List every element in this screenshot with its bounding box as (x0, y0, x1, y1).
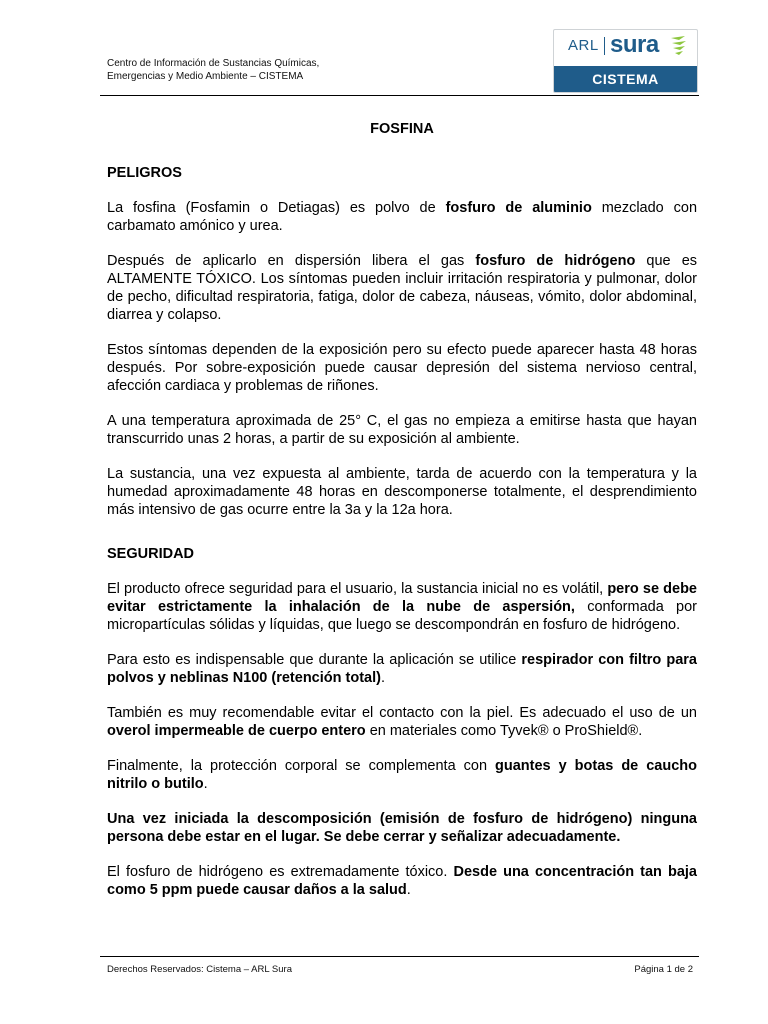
logo-sura-text: sura (610, 31, 659, 58)
bold-text-run: guantes y botas de caucho nitrilo o butilo (107, 758, 697, 792)
text-run: Después de aplicarlo en dispersión libera el gas (107, 253, 476, 269)
bold-text-run: Una vez iniciada la descomposición (emisión de fosfuro de hidrógeno) ninguna persona debe estar en el lugar. Se debe cerrar y señalizar adecuadamente. (107, 811, 697, 845)
text-run: Finalmente, la protección corporal se complementa con (107, 758, 496, 774)
bold-text-run: pero se debe evitar estrictamente la inhalación de la nube de aspersión, (107, 581, 697, 615)
document-header (107, 57, 319, 83)
document-title: FOSFINA (370, 121, 434, 137)
header-line-2: Emergencias y Medio Ambiente – CISTEMA (107, 71, 304, 82)
logo-cistema-band: CISTEMA (554, 66, 697, 92)
paragraph (107, 580, 697, 634)
section-heading-seguridad: SEGURIDAD (107, 546, 195, 562)
bold-text-run: fosfuro de aluminio (445, 200, 592, 216)
text-run: Para esto es indispensable que durante la aplicación se utilice (107, 652, 522, 668)
paragraph (107, 465, 697, 519)
text-run: También es muy recomendable evitar el contacto con la piel. Es adecuado el uso de un (107, 705, 697, 721)
text-run: que es ALTAMENTE TÓXICO. Los síntomas pueden incluir irritación respiratoria y pulmonar, dolor de pecho, dificultad respiratoria, fatiga, dolor de cabeza, náuseas, vómito, dolor abdominal, diarrea y colapso. (107, 253, 698, 323)
paragraph (107, 810, 697, 846)
paragraph (107, 252, 697, 324)
header-line-1: Centro de Información de Sustancias Químicas, (107, 58, 320, 69)
paragraph (107, 704, 697, 740)
arl-sura-cistema-logo (553, 29, 698, 93)
text-run: El producto ofrece seguridad para el usuario, la sustancia inicial no es volátil, (107, 581, 608, 597)
text-run: A una temperatura aproximada de 25° C, el gas no empieza a emitirse hasta que hayan transcurrido unas 2 horas, a partir de su exposición al ambiente. (107, 413, 697, 447)
paragraph (107, 757, 697, 793)
logo-arl-text: ARL (568, 37, 599, 54)
header-rule (100, 95, 699, 96)
document-body (107, 116, 697, 899)
footer-rule (100, 956, 699, 957)
paragraph (107, 863, 697, 899)
footer-copyright: Derechos Reservados: Cistema – ARL Sura (107, 964, 292, 975)
text-run: mezclado con carbamato amónico y urea. (107, 200, 698, 234)
section-heading-peligros: PELIGROS (107, 165, 182, 181)
bold-text-run: respirador con filtro para polvos y neblinas N100 (retención total) (107, 652, 698, 686)
text-run: La fosfina (Fosfamin o Detiagas) es polvo de (107, 200, 446, 216)
bold-text-run: Desde una concentración tan baja como 5 ppm puede causar daños a la salud (107, 864, 697, 898)
text-run: El fosfuro de hidrógeno es extremadamente tóxico. (107, 864, 454, 880)
footer-page-number: Página 1 de 2 (634, 964, 693, 975)
text-run: conformada por micropartículas sólidas y líquidas, que luego se descompondrán en fosfuro de hidrógeno. (107, 599, 697, 633)
paragraph (107, 412, 697, 448)
text-run: . (203, 776, 208, 792)
sura-wing-icon (669, 34, 689, 58)
paragraph (107, 199, 697, 235)
bold-text-run: overol impermeable de cuerpo entero (107, 723, 366, 739)
text-run: . (406, 882, 411, 898)
text-run: en materiales como Tyvek® o ProShield®. (365, 723, 643, 739)
document-footer (107, 964, 697, 975)
logo-separator (604, 37, 605, 55)
text-run: La sustancia, una vez expuesta al ambiente, tarda de acuerdo con la temperatura y la humedad aproximadamente 48 horas en descomponerse totalmente, el desprendimiento más intensivo de gas ocurre entre la 3a y la 12a hora. (107, 466, 697, 518)
bold-text-run: fosfuro de hidrógeno (475, 253, 636, 269)
text-run: Estos síntomas dependen de la exposición pero su efecto puede aparecer hasta 48 horas después. Por sobre-exposición puede causar depresión del sistema nervioso central, afección cardiaca y problemas de riñones. (107, 342, 697, 394)
paragraph (107, 651, 697, 687)
text-run: . (380, 670, 385, 686)
paragraph (107, 341, 697, 395)
